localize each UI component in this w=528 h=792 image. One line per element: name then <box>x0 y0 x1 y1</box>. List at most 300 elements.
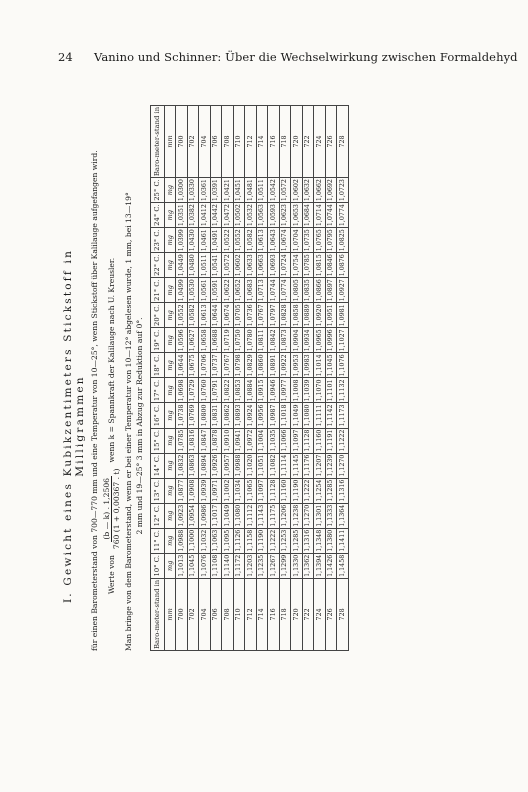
value-cell: 1,0563 <box>256 203 268 228</box>
value-cell: 1,1380 <box>325 528 337 553</box>
formula-denominator: 760 (1 + 0,00367 . t) <box>112 468 121 550</box>
value-cell: 1,0987 <box>268 403 280 428</box>
header-temp: 24° C. <box>151 203 165 228</box>
value-cell: 1,0972 <box>245 428 257 453</box>
value-cell: 1,0822 <box>222 378 234 403</box>
value-cell: 1,0511 <box>199 253 211 278</box>
value-cell: 1,1020 <box>245 453 257 478</box>
value-cell: 1,0908 <box>187 478 199 503</box>
value-cell: 1,1267 <box>268 553 280 578</box>
value-cell: 1,0926 <box>210 453 222 478</box>
value-cell: 1,0795 <box>325 228 337 253</box>
pressure-cell: 720 <box>291 578 303 650</box>
value-cell: 1,0572 <box>222 253 234 278</box>
header-temp: 16° C. <box>151 403 165 428</box>
formula-suffix: wenn k = Spannkraft der Kalilauge nach U. Kreusler. <box>107 257 116 463</box>
value-cell: 1,1002 <box>222 478 234 503</box>
unit-mg: mg <box>164 303 176 328</box>
table-row <box>256 105 268 650</box>
value-cell: 1,1018 <box>279 403 291 428</box>
value-cell: 1,1066 <box>279 428 291 453</box>
value-cell: 1,0805 <box>291 278 303 303</box>
value-cell: 1,0382 <box>187 203 199 228</box>
value-cell: 1,0623 <box>279 203 291 228</box>
value-cell: 1,1114 <box>279 453 291 478</box>
value-cell: 1,1097 <box>291 428 303 453</box>
unit-mg: mg <box>164 403 176 428</box>
value-cell: 1,0927 <box>337 278 349 303</box>
value-cell: 1,1176 <box>302 453 314 478</box>
pressure-cell: 724 <box>314 578 326 650</box>
value-cell: 1,0835 <box>302 278 314 303</box>
pressure-cell-right: 704 <box>199 105 211 177</box>
value-cell: 1,1238 <box>291 503 303 528</box>
value-cell: 1,0658 <box>199 328 211 353</box>
header-temp: 12° C. <box>151 503 165 528</box>
value-cell: 1,0780 <box>245 328 257 353</box>
subtitle-line-4: 2 mm und 19—25° 3 mm in Abzug zur Reduktion auf 0°. <box>135 317 144 535</box>
unit-mg: mg <box>164 478 176 503</box>
pressure-cell: 706 <box>210 578 222 650</box>
value-cell: 1,0499 <box>176 278 188 303</box>
value-cell: 1,0951 <box>325 303 337 328</box>
pressure-cell-right: 708 <box>222 105 234 177</box>
value-cell: 1,0939 <box>199 478 211 503</box>
value-cell: 1,0941 <box>233 428 245 453</box>
value-cell: 1,1076 <box>199 553 211 578</box>
value-cell: 1,0724 <box>279 253 291 278</box>
value-cell: 1,1411 <box>337 528 349 553</box>
value-cell: 1,0502 <box>233 203 245 228</box>
table-row <box>187 105 199 650</box>
unit-mg: mg <box>164 553 176 578</box>
pressure-cell-right: 716 <box>268 105 280 177</box>
value-cell: 1,0744 <box>325 203 337 228</box>
value-cell: 1,0451 <box>233 178 245 203</box>
value-cell: 1,0922 <box>279 353 291 378</box>
value-cell: 1,0878 <box>210 428 222 453</box>
unit-mg: mg <box>164 328 176 353</box>
table-header-row <box>151 105 165 650</box>
value-cell: 1,1364 <box>337 503 349 528</box>
value-cell: 1,0924 <box>245 403 257 428</box>
value-cell: 1,1095 <box>222 528 234 553</box>
pressure-cell: 708 <box>222 578 234 650</box>
value-cell: 1,1426 <box>325 553 337 578</box>
value-cell: 1,0946 <box>268 378 280 403</box>
value-cell: 1,1158 <box>245 528 257 553</box>
unit-mg: mg <box>164 428 176 453</box>
value-cell: 1,1270 <box>337 453 349 478</box>
table-row <box>233 105 245 650</box>
value-cell: 1,0744 <box>268 278 280 303</box>
pressure-cell: 712 <box>245 578 257 650</box>
value-cell: 1,0421 <box>222 178 234 203</box>
value-cell: 1,1013 <box>176 553 188 578</box>
value-cell: 1,0705 <box>233 303 245 328</box>
value-cell: 1,0910 <box>222 428 234 453</box>
value-cell: 1,0644 <box>176 353 188 378</box>
pressure-cell: 702 <box>187 578 199 650</box>
value-cell: 1,1173 <box>337 403 349 428</box>
value-cell: 1,1299 <box>279 553 291 578</box>
header-temp: 13° C. <box>151 478 165 503</box>
value-cell: 1,0593 <box>268 203 280 228</box>
value-cell: 1,1000 <box>187 528 199 553</box>
table-row <box>222 105 234 650</box>
header-temp: 21° C. <box>151 278 165 303</box>
value-cell: 1,0988 <box>233 453 245 478</box>
table-row <box>176 105 188 650</box>
value-cell: 1,0652 <box>233 278 245 303</box>
value-cell: 1,1034 <box>233 478 245 503</box>
value-cell: 1,1070 <box>314 378 326 403</box>
subtitle-line-1: für einen Barometerstand von 700—770 mm und eine Temperatur von 10—25°, wenn Stickstoff über Kalilauge aufgefangen wird. <box>90 150 99 651</box>
value-cell: 1,0860 <box>256 353 268 378</box>
value-cell: 1,0847 <box>199 428 211 453</box>
value-cell: 1,1145 <box>291 453 303 478</box>
value-cell: 1,0996 <box>325 328 337 353</box>
unit-mm: mm <box>164 578 176 650</box>
value-cell: 1,0522 <box>222 228 234 253</box>
value-cell: 1,0765 <box>314 228 326 253</box>
value-cell: 1,1235 <box>256 553 268 578</box>
value-cell: 1,1285 <box>325 478 337 503</box>
header-temp: 11° C. <box>151 528 165 553</box>
value-cell: 1,1333 <box>325 503 337 528</box>
value-cell: 1,0965 <box>314 328 326 353</box>
header-temp: 15° C. <box>151 428 165 453</box>
value-cell: 1,0480 <box>187 253 199 278</box>
pressure-cell-right: 728 <box>337 105 349 177</box>
value-cell: 1,0736 <box>245 303 257 328</box>
pressure-cell: 710 <box>233 578 245 650</box>
value-cell: 1,0797 <box>268 303 280 328</box>
value-cell: 1,0767 <box>222 353 234 378</box>
value-cell: 1,0300 <box>176 178 188 203</box>
value-cell: 1,0894 <box>199 453 211 478</box>
value-cell: 1,0693 <box>268 253 280 278</box>
value-cell: 1,1239 <box>325 453 337 478</box>
value-cell: 1,1014 <box>314 353 326 378</box>
value-cell: 1,0542 <box>268 178 280 203</box>
value-cell: 1,0663 <box>256 253 268 278</box>
table-row <box>291 105 303 650</box>
value-cell: 1,1285 <box>291 528 303 553</box>
value-cell: 1,0643 <box>268 228 280 253</box>
value-cell: 1,0351 <box>176 203 188 228</box>
value-cell: 1,0785 <box>302 253 314 278</box>
value-cell: 1,1172 <box>233 553 245 578</box>
unit-mg: mg <box>164 503 176 528</box>
value-cell: 1,1362 <box>302 553 314 578</box>
value-cell: 1,0361 <box>199 178 211 203</box>
value-cell: 1,0971 <box>210 478 222 503</box>
value-cell: 1,0977 <box>279 378 291 403</box>
value-cell: 1,0920 <box>314 303 326 328</box>
value-cell: 1,1160 <box>314 428 326 453</box>
value-cell: 1,1458 <box>337 553 349 578</box>
table-body <box>176 105 349 650</box>
value-cell: 1,0719 <box>222 328 234 353</box>
header-barometer: Baro-meter-stand in <box>151 578 165 650</box>
value-cell: 1,1316 <box>302 528 314 553</box>
table-row <box>302 105 314 650</box>
value-cell: 1,1222 <box>337 428 349 453</box>
pressure-cell-right: 706 <box>210 105 222 177</box>
unit-mg: mg <box>164 378 176 403</box>
value-cell: 1,0986 <box>199 503 211 528</box>
value-cell: 1,0674 <box>222 303 234 328</box>
header-temp: 14° C. <box>151 453 165 478</box>
pressure-cell: 714 <box>256 578 268 650</box>
value-cell: 1,0330 <box>187 178 199 203</box>
pressure-cell: 728 <box>337 578 349 650</box>
table-row <box>210 105 222 650</box>
value-cell: 1,0552 <box>233 228 245 253</box>
pressure-cell-right: 700 <box>176 105 188 177</box>
value-cell: 1,0737 <box>210 353 222 378</box>
unit-mg: mg <box>164 203 176 228</box>
value-cell: 1,0934 <box>302 328 314 353</box>
value-cell: 1,0983 <box>302 353 314 378</box>
value-cell: 1,1045 <box>325 353 337 378</box>
header-temp: 17° C. <box>151 378 165 403</box>
value-cell: 1,0791 <box>210 378 222 403</box>
unit-mm-right: mm <box>164 105 176 177</box>
value-cell: 1,0957 <box>222 453 234 478</box>
value-cell: 1,1203 <box>245 553 257 578</box>
value-cell: 1,0627 <box>187 328 199 353</box>
value-cell: 1,0698 <box>176 378 188 403</box>
value-cell: 1,1143 <box>256 503 268 528</box>
value-cell: 1,0692 <box>325 178 337 203</box>
value-cell: 1,1270 <box>302 503 314 528</box>
value-cell: 1,0754 <box>291 253 303 278</box>
value-cell: 1,0893 <box>233 403 245 428</box>
value-cell: 1,1080 <box>302 403 314 428</box>
value-cell: 1,0582 <box>245 228 257 253</box>
pressure-cell-right: 720 <box>291 105 303 177</box>
value-cell: 1,0866 <box>314 278 326 303</box>
value-cell: 1,0582 <box>187 303 199 328</box>
value-cell: 1,0923 <box>176 503 188 528</box>
value-cell: 1,0774 <box>337 203 349 228</box>
formula-prefix: Werte von <box>107 555 116 595</box>
value-cell: 1,0541 <box>210 253 222 278</box>
value-cell: 1,0729 <box>187 378 199 403</box>
value-cell: 1,0674 <box>279 228 291 253</box>
header-temp: 10° C. <box>151 553 165 578</box>
value-cell: 1,1206 <box>279 503 291 528</box>
unit-mg: mg <box>164 528 176 553</box>
value-cell: 1,0461 <box>199 228 211 253</box>
formula-line <box>102 201 121 651</box>
value-cell: 1,0481 <box>245 178 257 203</box>
value-cell: 1,0811 <box>256 328 268 353</box>
value-cell: 1,0831 <box>210 403 222 428</box>
value-cell: 1,0552 <box>176 303 188 328</box>
value-cell: 1,0853 <box>233 378 245 403</box>
value-cell: 1,0684 <box>302 203 314 228</box>
value-cell: 1,0399 <box>176 228 188 253</box>
value-cell: 1,0561 <box>199 278 211 303</box>
value-cell: 1,0613 <box>199 303 211 328</box>
value-cell: 1,0825 <box>337 228 349 253</box>
value-cell: 1,0706 <box>199 353 211 378</box>
value-cell: 1,1190 <box>256 528 268 553</box>
header-temp: 19° C. <box>151 328 165 353</box>
table-row <box>314 105 326 650</box>
value-cell: 1,0842 <box>268 328 280 353</box>
value-cell: 1,0412 <box>199 203 211 228</box>
value-cell: 1,0662 <box>314 178 326 203</box>
value-cell: 1,1160 <box>279 478 291 503</box>
pressure-cell-right: 722 <box>302 105 314 177</box>
value-cell: 1,0863 <box>187 453 199 478</box>
value-cell: 1,1190 <box>291 478 303 503</box>
value-cell: 1,1191 <box>325 428 337 453</box>
table-row <box>337 105 349 650</box>
value-cell: 1,0735 <box>302 228 314 253</box>
value-cell: 1,0846 <box>325 253 337 278</box>
pressure-cell-right: 718 <box>279 105 291 177</box>
value-cell: 1,0572 <box>279 178 291 203</box>
value-cell: 1,0602 <box>233 253 245 278</box>
value-cell: 1,1111 <box>314 403 326 428</box>
value-cell: 1,1132 <box>337 378 349 403</box>
value-cell: 1,0644 <box>210 303 222 328</box>
value-cell: 1,0829 <box>245 353 257 378</box>
pressure-cell: 718 <box>279 578 291 650</box>
value-cell: 1,1207 <box>314 453 326 478</box>
value-cell: 1,0800 <box>199 403 211 428</box>
value-cell: 1,1076 <box>337 353 349 378</box>
value-cell: 1,0688 <box>210 328 222 353</box>
value-cell: 1,1126 <box>233 528 245 553</box>
value-cell: 1,0915 <box>256 378 268 403</box>
value-cell: 1,0704 <box>291 228 303 253</box>
pressure-cell-right: 712 <box>245 105 257 177</box>
table-row <box>245 105 257 650</box>
value-cell: 1,0632 <box>302 178 314 203</box>
pressure-cell: 716 <box>268 578 280 650</box>
value-cell: 1,0832 <box>176 453 188 478</box>
running-title: Vanino und Schinner: Über die Wechselwirkung zwischen Formaldehyd <box>94 50 518 64</box>
value-cell: 1,0675 <box>187 353 199 378</box>
value-cell: 1,0988 <box>176 528 188 553</box>
value-cell: 1,1128 <box>268 478 280 503</box>
value-cell: 1,1108 <box>210 553 222 578</box>
value-cell: 1,1222 <box>302 478 314 503</box>
pressure-cell: 700 <box>176 578 188 650</box>
value-cell: 1,0981 <box>337 303 349 328</box>
value-cell: 1,1065 <box>245 478 257 503</box>
value-cell: 1,1004 <box>256 428 268 453</box>
value-cell: 1,0750 <box>233 328 245 353</box>
value-cell: 1,1049 <box>222 503 234 528</box>
value-cell: 1,1051 <box>256 453 268 478</box>
value-cell: 1,1035 <box>268 428 280 453</box>
value-cell: 1,0767 <box>256 303 268 328</box>
value-cell: 1,1253 <box>279 528 291 553</box>
pressure-cell-right: 710 <box>233 105 245 177</box>
value-cell: 1,0953 <box>291 353 303 378</box>
nitrogen-weight-table <box>150 105 349 651</box>
pressure-cell: 722 <box>302 578 314 650</box>
unit-mg: mg <box>164 178 176 203</box>
value-cell: 1,0633 <box>245 253 257 278</box>
table-row <box>199 105 211 650</box>
pressure-cell: 726 <box>325 578 337 650</box>
value-cell: 1,1316 <box>337 478 349 503</box>
value-cell: 1,0713 <box>256 278 268 303</box>
value-cell: 1,1175 <box>268 503 280 528</box>
value-cell: 1,0785 <box>176 428 188 453</box>
header-temp: 23° C. <box>151 228 165 253</box>
value-cell: 1,0858 <box>291 303 303 328</box>
value-cell: 1,0622 <box>222 278 234 303</box>
subtitle-line-3: Man bringe von dem Barometerstand, wenn er bei einer Temperatur von 10—12° abgelesen wurde, 1 mm, bei 13—19° <box>124 192 133 651</box>
value-cell: 1,1049 <box>291 403 303 428</box>
value-cell: 1,0613 <box>256 228 268 253</box>
value-cell: 1,0532 <box>245 203 257 228</box>
value-cell: 1,0904 <box>291 328 303 353</box>
value-cell: 1,1330 <box>291 553 303 578</box>
value-cell: 1,0602 <box>291 178 303 203</box>
value-cell: 1,0798 <box>233 353 245 378</box>
value-cell: 1,0653 <box>291 203 303 228</box>
rotated-table-block <box>62 106 482 651</box>
value-cell: 1,1142 <box>325 403 337 428</box>
value-cell: 1,0816 <box>187 428 199 453</box>
value-cell: 1,1348 <box>314 528 326 553</box>
value-cell: 1,0897 <box>325 278 337 303</box>
value-cell: 1,0511 <box>256 178 268 203</box>
value-cell: 1,0591 <box>210 278 222 303</box>
unit-mg: mg <box>164 453 176 478</box>
value-cell: 1,0391 <box>210 178 222 203</box>
value-cell: 1,1140 <box>222 553 234 578</box>
value-cell: 1,1112 <box>245 503 257 528</box>
header-temp: 22° C. <box>151 253 165 278</box>
table-row <box>325 105 337 650</box>
value-cell: 1,1128 <box>302 428 314 453</box>
value-cell: 1,1017 <box>210 503 222 528</box>
value-cell: 1,0449 <box>176 253 188 278</box>
value-cell: 1,0877 <box>176 478 188 503</box>
value-cell: 1,0491 <box>210 228 222 253</box>
value-cell: 1,0884 <box>245 378 257 403</box>
value-cell: 1,1039 <box>302 378 314 403</box>
value-cell: 1,0873 <box>279 328 291 353</box>
value-cell: 1,0889 <box>302 303 314 328</box>
page-number: 24 <box>58 50 73 64</box>
value-cell: 1,0683 <box>245 278 257 303</box>
value-cell: 1,0774 <box>279 278 291 303</box>
value-cell: 1,1045 <box>187 553 199 578</box>
value-cell: 1,1101 <box>325 378 337 403</box>
value-cell: 1,0442 <box>210 203 222 228</box>
table-title: I. Gewicht eines Kubikzentimeters Stickstoff in Milligrammen <box>62 248 86 604</box>
pressure-cell-right: 702 <box>187 105 199 177</box>
unit-mg: mg <box>164 253 176 278</box>
pressure-cell-right: 724 <box>314 105 326 177</box>
value-cell: 1,0596 <box>176 328 188 353</box>
value-cell: 1,0738 <box>176 403 188 428</box>
value-cell: 1,0891 <box>268 353 280 378</box>
value-cell: 1,0530 <box>187 278 199 303</box>
